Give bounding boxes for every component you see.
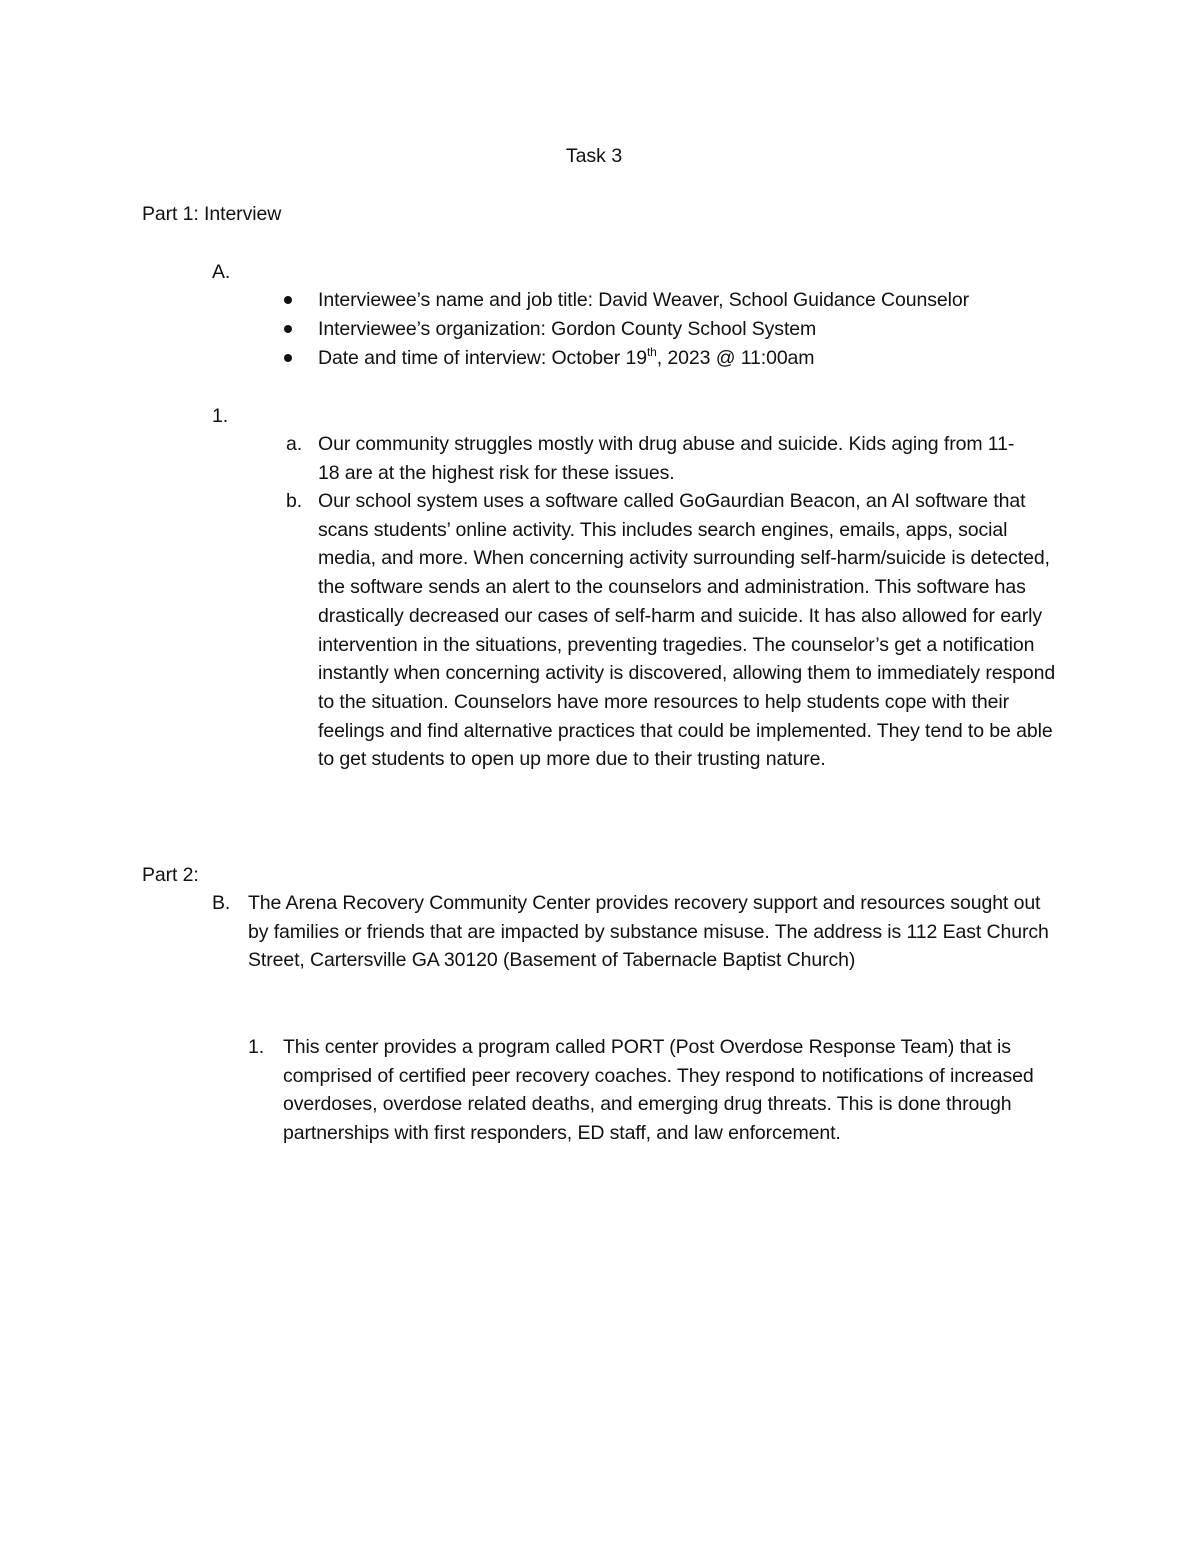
section-b-text: The Arena Recovery Community Center provides recovery support and resources sought out by families or friends that are impacted by substance misuse. The address is 112 East Church Street, Cartersville GA 30120 (Basement of Tabernacle Baptist Church) <box>248 892 1049 972</box>
item-a-marker: a. <box>286 433 303 455</box>
section-b-marker: B. <box>212 892 231 914</box>
part1-heading: Part 1: Interview <box>142 203 282 225</box>
bullet-icon <box>284 296 292 304</box>
item-a-text: Our community struggles mostly with drug abuse and suicide. Kids aging from 11-18 are at the highest risk for these issues. <box>318 433 1015 484</box>
part2-item-1-text: This center provides a program called PORT (Post Overdose Response Team) that is comprised of certified peer recovery coaches. They respond to notifications of increased overdoses, overdose related deaths, and emerging drug threats. This is done through partnerships with first responders, ED staff, and law enforcement. <box>283 1036 1034 1145</box>
bullet-icon <box>284 354 292 362</box>
part2-item-1-marker: 1. <box>248 1036 265 1058</box>
date-suffix: , 2023 @ 11:00am <box>656 347 815 369</box>
bullet-organization: Interviewee’s organization: Gordon County School System <box>318 318 817 340</box>
date-ordinal-suffix: th <box>646 344 657 359</box>
item-b-text: Our school system uses a software called GoGaurdian Beacon, an AI software that scans students’ online activity. This includes search engines, emails, apps, social media, and more. When concerning activity surrounding self-harm/suicide is detected, the software sends an alert to the counselors and administration. This software has drastically decreased our cases of self-harm and suicide. It has also allowed for early intervention in the situations, preventing tragedies. The counselor’s get a notification instantly when concerning activity is discovered, allowing them to immediately respond to the situation. Counselors have more resources to help students cope with their feelings and find alternative practices that could be implemented. They tend to be able to get students to open up more due to their trusting nature. <box>318 490 1056 771</box>
document-title: Task 3 <box>565 145 623 167</box>
bullet-date-time <box>318 344 814 373</box>
bullet-icon <box>284 325 292 333</box>
date-prefix: Date and time of interview: October 19 <box>318 347 647 369</box>
item-b-marker: b. <box>286 490 303 512</box>
bullet-interviewee-name: Interviewee’s name and job title: David Weaver, School Guidance Counselor <box>318 289 970 311</box>
section-a-marker: A. <box>212 261 231 283</box>
part2-heading: Part 2: <box>142 864 199 886</box>
section-1-marker: 1. <box>212 405 229 427</box>
